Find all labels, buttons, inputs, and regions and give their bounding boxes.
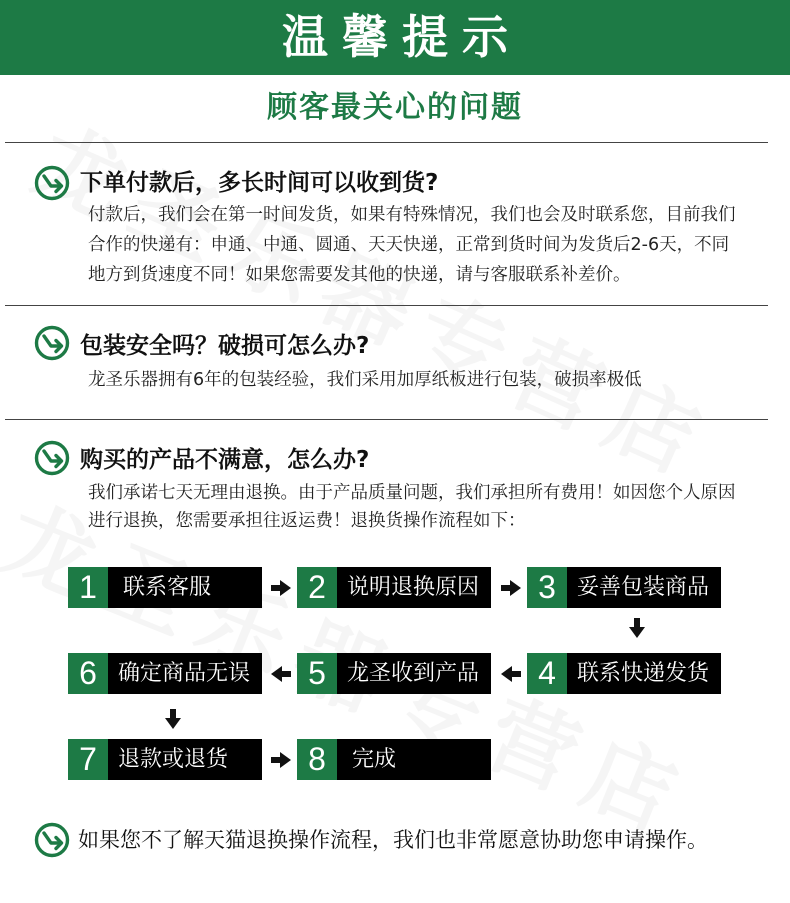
faq-question: 下单付款后，多长时间可以收到货? bbox=[80, 170, 439, 196]
faq-question: 购买的产品不满意，怎么办? bbox=[80, 447, 370, 473]
step-number: 5 bbox=[297, 653, 337, 694]
header-banner bbox=[0, 0, 790, 75]
faq-item-returns bbox=[0, 424, 790, 544]
divider bbox=[5, 419, 768, 420]
circle-arrow-icon bbox=[34, 325, 70, 361]
flow-step-7 bbox=[68, 739, 262, 780]
arrow-right-icon bbox=[271, 752, 291, 768]
flow-step-5 bbox=[297, 653, 491, 694]
header-title: 温馨提示 bbox=[282, 10, 522, 64]
footer-note bbox=[0, 815, 790, 865]
faq-answer-line: 合作的快递有：申通、中通、圆通、天天快递，正常到货时间为发货后2-6天，不同 bbox=[88, 235, 730, 255]
flow-step-8 bbox=[297, 739, 491, 780]
flow-step-6 bbox=[68, 653, 262, 694]
divider bbox=[5, 142, 768, 143]
step-number: 7 bbox=[68, 739, 108, 780]
arrow-right-icon bbox=[501, 580, 521, 596]
faq-answer-line: 进行退换，您需要承担往返运费！退换货操作流程如下： bbox=[88, 511, 526, 531]
step-number: 8 bbox=[297, 739, 337, 780]
divider bbox=[5, 305, 768, 306]
flow-step-3 bbox=[527, 567, 721, 608]
arrow-left-icon bbox=[271, 666, 291, 682]
step-label: 退款或退货 bbox=[118, 747, 229, 772]
step-label: 联系客服 bbox=[123, 575, 212, 600]
arrow-down-icon bbox=[165, 709, 181, 729]
step-number: 3 bbox=[527, 567, 567, 608]
circle-arrow-icon bbox=[34, 165, 70, 201]
arrow-down-icon bbox=[629, 618, 645, 638]
arrow-left-icon bbox=[501, 666, 521, 682]
step-number: 1 bbox=[68, 567, 108, 608]
circle-arrow-icon bbox=[34, 440, 70, 476]
return-process-flow bbox=[0, 567, 790, 780]
step-label: 龙圣收到产品 bbox=[347, 661, 480, 686]
faq-answer-line: 付款后，我们会在第一时间发货，如果有特殊情况，我们也会及时联系您，目前我们 bbox=[88, 205, 736, 225]
flow-step-2 bbox=[297, 567, 491, 608]
faq-item-packaging bbox=[0, 310, 790, 419]
step-number: 4 bbox=[527, 653, 567, 694]
step-label: 说明退换原因 bbox=[347, 575, 480, 600]
faq-item-delivery-time bbox=[0, 150, 790, 305]
step-label: 妥善包装商品 bbox=[577, 575, 710, 600]
circle-arrow-icon bbox=[34, 822, 70, 858]
step-label: 确定商品无误 bbox=[118, 661, 251, 686]
step-label: 完成 bbox=[352, 747, 397, 772]
arrow-right-icon bbox=[271, 580, 291, 596]
flow-step-1 bbox=[68, 567, 262, 608]
faq-answer bbox=[88, 479, 736, 535]
step-number: 6 bbox=[68, 653, 108, 694]
faq-answer-line: 龙圣乐器拥有6年的包装经验，我们采用加厚纸板进行包装，破损率极低 bbox=[88, 370, 642, 390]
faq-answer-line: 地方到货速度不同！如果您需要发其他的快递，请与客服联系补差价。 bbox=[88, 265, 631, 285]
faq-answer bbox=[88, 365, 642, 395]
faq-question: 包装安全吗？破损可怎么办? bbox=[80, 333, 370, 359]
faq-answer bbox=[88, 200, 736, 290]
faq-answer-line: 我们承诺七天无理由退换。由于产品质量问题，我们承担所有费用！如因您个人原因 bbox=[88, 483, 736, 503]
step-label: 联系快递发货 bbox=[577, 661, 710, 686]
step-number: 2 bbox=[297, 567, 337, 608]
footer-text: 如果您不了解天猫退换操作流程，我们也非常愿意协助您申请操作。 bbox=[78, 828, 708, 852]
flow-step-4 bbox=[527, 653, 721, 694]
page-subtitle: 顾客最关心的问题 bbox=[267, 90, 523, 125]
